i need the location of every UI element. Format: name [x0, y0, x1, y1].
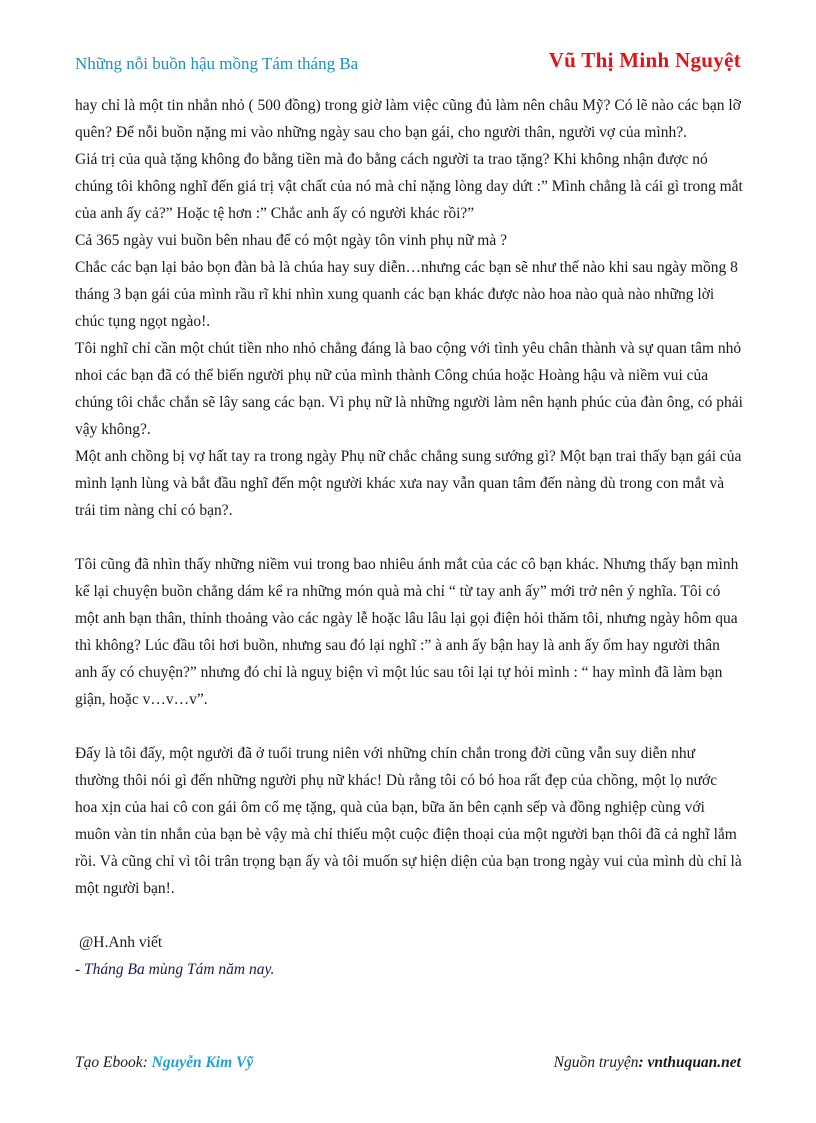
source-credit-label: Nguồn truyện — [553, 1054, 639, 1071]
signature-block — [75, 929, 743, 983]
paragraph: Một anh chồng bị vợ hất tay ra trong ngày Phụ nữ chắc chẳng sung sướng gì? Một bạn trai thấy bạn gái của mình lạnh lùng và bắt đầu nghĩ đến một người khác xưa nay vẫn quan tâm đến nàng dù trong con mắt và trái tim nàng chỉ có bạn?. — [75, 448, 742, 519]
ebook-credit — [75, 1054, 253, 1072]
ebook-credit-separator: : — [142, 1054, 152, 1071]
paragraph: Cả 365 ngày vui buồn bên nhau để có một ngày tôn vinh phụ nữ mà ? — [75, 232, 507, 249]
paragraph: Đấy là tôi đấy, một người đã ở tuổi trung niên với những chín chắn trong đời cũng vẫn suy diễn như thường thôi nói gì đến những người phụ nữ khác! Dù rằng tôi có bó hoa rất đẹp của chồng, một lọ nước hoa xịn của hai cô con gái ôm cổ mẹ tặng, quà của bạn, bữa ăn bên cạnh sếp và đồng nghiệp cùng với muôn vàn tin nhắn của bạn bè vậy mà chỉ thiếu một cuộc điện thoại của một người bạn thôi đã cả nghĩ lắm rồi. Và cũng chỉ vì tôi trân trọng bạn ấy và tôi muốn sự hiện diện của bạn trong ngày vui của mình dù chỉ là một người bạn!. — [75, 745, 742, 897]
page-header — [75, 48, 741, 78]
paragraph: Tôi cũng đã nhìn thấy những niềm vui trong bao nhiêu ánh mắt của các cô bạn khác. Nhưng thấy bạn mình kể lại chuyện buồn chẳng dám kể ra những món quà mà chỉ “ từ tay anh ấy” mới trở nên ý nghĩa. Tôi có một anh bạn thân, thỉnh thoảng vào các ngày lễ hoặc lâu lâu lại gọi điện hỏi thăm tôi, nhưng ngày hôm qua thì không? Lúc đầu tôi hơi buồn, nhưng sau đó lại nghĩ :” à anh ấy bận hay là anh ấy ốm hay người thân anh ấy có chuyện?” nhưng đó chỉ là nguỵ biện vì một lúc sau tôi lại tự hỏi mình : “ hay mình đã làm bạn giận, hoặc v…v…v”. — [75, 556, 739, 708]
source-credit — [554, 1054, 741, 1072]
paragraph: hay chỉ là một tin nhắn nhỏ ( 500 đồng) trong giờ làm việc cũng đủ làm nên châu Mỹ? Có lẽ nào các bạn lỡ quên? Để nỗi buồn nặng mi vào những ngày sau cho bạn gái, cho người thân, người vợ của mình?. — [75, 97, 741, 141]
document-body — [75, 92, 743, 983]
paragraph: Tôi nghĩ chỉ cần một chút tiền nho nhỏ chẳng đáng là bao cộng với tình yêu chân thành và sự quan tâm nhỏ nhoi các bạn đã có thể biến người phụ nữ của mình thành Công chúa hoặc Hoàng hậu và niềm vui của chúng tôi chắc chắn sẽ lây sang các bạn. Vì phụ nữ là những người làm nên hạnh phúc của đàn ông, có phải vậy không?. — [75, 340, 743, 438]
source-site-link[interactable]: vnthuquan.net — [647, 1054, 741, 1071]
book-title: Những nỗi buồn hậu mồng Tám tháng Ba — [75, 54, 359, 73]
source-credit-separator: : — [638, 1054, 648, 1071]
paragraph: Giá trị của quà tặng không đo bằng tiền mà đo bằng cách người ta trao tặng? Khi không nhận được nó chúng tôi không nghĩ đến giá trị vật chất của nó mà chỉ nặng lòng day dứt :” Mình chẳng là cái gì trong mắt của anh ấy cả?” Hoặc tệ hơn :” Chắc anh ấy có người khác rồi?” — [75, 151, 743, 222]
ebook-creator-name: Nguyễn Kim Vỹ — [151, 1054, 254, 1071]
ebook-credit-label: Tạo Ebook — [75, 1054, 143, 1071]
paragraph: Chắc các bạn lại bảo bọn đàn bà là chúa hay suy diễn…nhưng các bạn sẽ như thế nào khi sau ngày mồng 8 tháng 3 bạn gái của mình rầu rĩ khi nhìn xung quanh các bạn khác được nào hoa nào quà nào những lời chúc tụng ngọt ngào!. — [75, 259, 738, 330]
signature-note: - Tháng Ba mùng Tám năm nay. — [75, 961, 275, 978]
signature-author: @H.Anh viết — [79, 934, 163, 951]
author-name: Vũ Thị Minh Nguyệt — [548, 48, 741, 72]
